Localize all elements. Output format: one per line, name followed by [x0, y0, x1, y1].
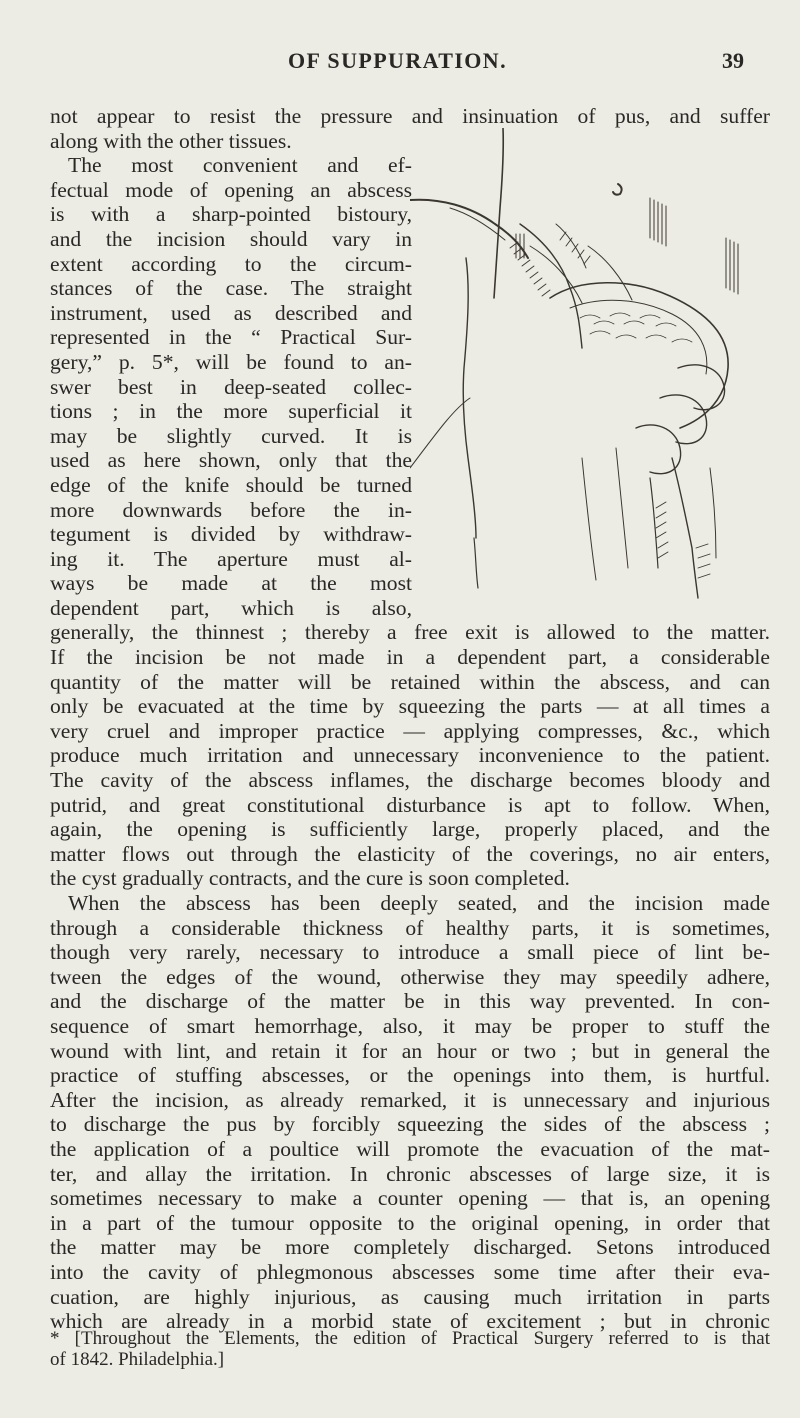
text-line: represented in the “ Practical Sur- [50, 325, 412, 350]
text-line: If the incision be not made in a dependent part, a considerable [50, 645, 770, 670]
text-line: which are already in a morbid state of excitement ; but in chronic [50, 1309, 770, 1334]
bistoury-illustration [410, 128, 770, 602]
text-line: the cyst gradually contracts, and the cure is soon completed. [50, 866, 570, 891]
text-line: the application of a poultice will promote the evacuation of the mat- [50, 1136, 770, 1161]
text-line: When the abscess has been deeply seated, and the incision made [68, 891, 770, 915]
text-line: may be slightly curved. It is [50, 423, 412, 448]
text-line: fectual mode of opening an abscess [50, 177, 412, 202]
text-line: gery,” p. 5*, will be found to an- [50, 349, 412, 374]
text-line: in a part of the tumour opposite to the original opening, in order that [50, 1210, 770, 1235]
text-line: only be evacuated at the time by squeezing the parts — at all times a [50, 694, 770, 719]
text-line: very cruel and improper practice — applying compresses, &c., which [50, 718, 770, 743]
text-line: quantity of the matter will be retained within the abscess, and can [50, 669, 770, 694]
text-line: tions ; in the more superficial it [50, 399, 412, 424]
text-line: wound with lint, and retain it for an hour or two ; but in general the [50, 1038, 770, 1063]
text-line: produce much irritation and unnecessary inconvenience to the patient. [50, 743, 770, 768]
text-line: to discharge the pus by forcibly squeezing the sides of the abscess ; [50, 1112, 770, 1137]
finger-curl-1 [678, 365, 725, 410]
text-line: sequence of smart hemorrhage, also, it may be proper to stuff the [50, 1013, 770, 1038]
text-line: tegument is divided by withdraw- [50, 522, 412, 547]
footnote [50, 1328, 770, 1370]
text-line: is with a sharp-pointed bistoury, [50, 202, 412, 227]
text-line: not appear to resist the pressure and insinuation of pus, and suffer [50, 104, 770, 128]
text-line: The most convenient and ef- [68, 153, 412, 178]
text-line: instrument, used as described and [50, 300, 412, 325]
lower-finger [672, 458, 698, 598]
text-line: the matter may be more completely discharged. Setons introduced [50, 1235, 770, 1260]
text-line: more downwards before the in- [50, 497, 412, 522]
text-line: extent according to the circum- [50, 251, 412, 276]
text-line: edge of the knife should be turned [50, 472, 412, 497]
footnote-line: * [Throughout the Elements, the edition of Practical Surgery referred to is that [50, 1328, 770, 1349]
finger-curl-2 [660, 395, 707, 444]
text-line: matter flows out through the elasticity of the coverings, no air enters, [50, 841, 770, 866]
page-number: 39 [722, 48, 744, 73]
text-line: ing it. The aperture must al- [50, 546, 412, 571]
thumb-outline [410, 200, 528, 258]
running-title: OF SUPPURATION. [288, 48, 507, 73]
text-line: putrid, and great constitutional disturbance is apt to follow. When, [50, 792, 770, 817]
text-line: dependent part, which is also, [50, 595, 412, 620]
text-line: though very rarely, necessary to introduce a small piece of lint be- [50, 940, 770, 965]
text-line: generally, the thinnest ; thereby a free exit is allowed to the matter. [50, 620, 770, 645]
blade-tip [613, 184, 622, 195]
paragraph-wrapped-text [50, 129, 412, 621]
text-line: through a considerable thickness of healthy parts, it is sometimes, [50, 915, 770, 940]
text-line: swer best in deep-seated collec- [50, 374, 412, 399]
text-line: tween the edges of the wound, otherwise they may speedily adhere, [50, 964, 770, 989]
text-line: stances of the case. The straight [50, 276, 412, 301]
running-head [0, 48, 800, 88]
text-line: and the discharge of the matter be in this way prevented. In con- [50, 989, 770, 1014]
text-line: practice of stuffing abscesses, or the openings into them, is hurtful. [50, 1063, 770, 1088]
text-line: ter, and allay the irritation. In chronic abscesses of large size, it is [50, 1161, 770, 1186]
text-line: again, the opening is sufficiently large, properly placed, and the [50, 817, 770, 842]
footnote-line: of 1842. Philadelphia.] [50, 1349, 225, 1370]
text-line: After the incision, as already remarked, it is unnecessary and injurious [50, 1087, 770, 1112]
text-line: sometimes necessary to make a counter opening — that is, an opening [50, 1186, 770, 1211]
text-line: used as here shown, only that the [50, 448, 412, 473]
text-line: cuation, are highly injurious, as causing much irritation in parts [50, 1284, 770, 1309]
text-line: into the cavity of phlegmonous abscesses some time after their eva- [50, 1259, 770, 1284]
text-line: and the incision should vary in [50, 226, 412, 251]
text-line: ways be made at the most [50, 571, 412, 596]
blade-line [494, 128, 503, 298]
text-line: The cavity of the abscess inflames, the discharge becomes bloody and [50, 768, 770, 793]
text-line: along with the other tissues. [50, 128, 292, 153]
forearm-contour [410, 398, 470, 468]
